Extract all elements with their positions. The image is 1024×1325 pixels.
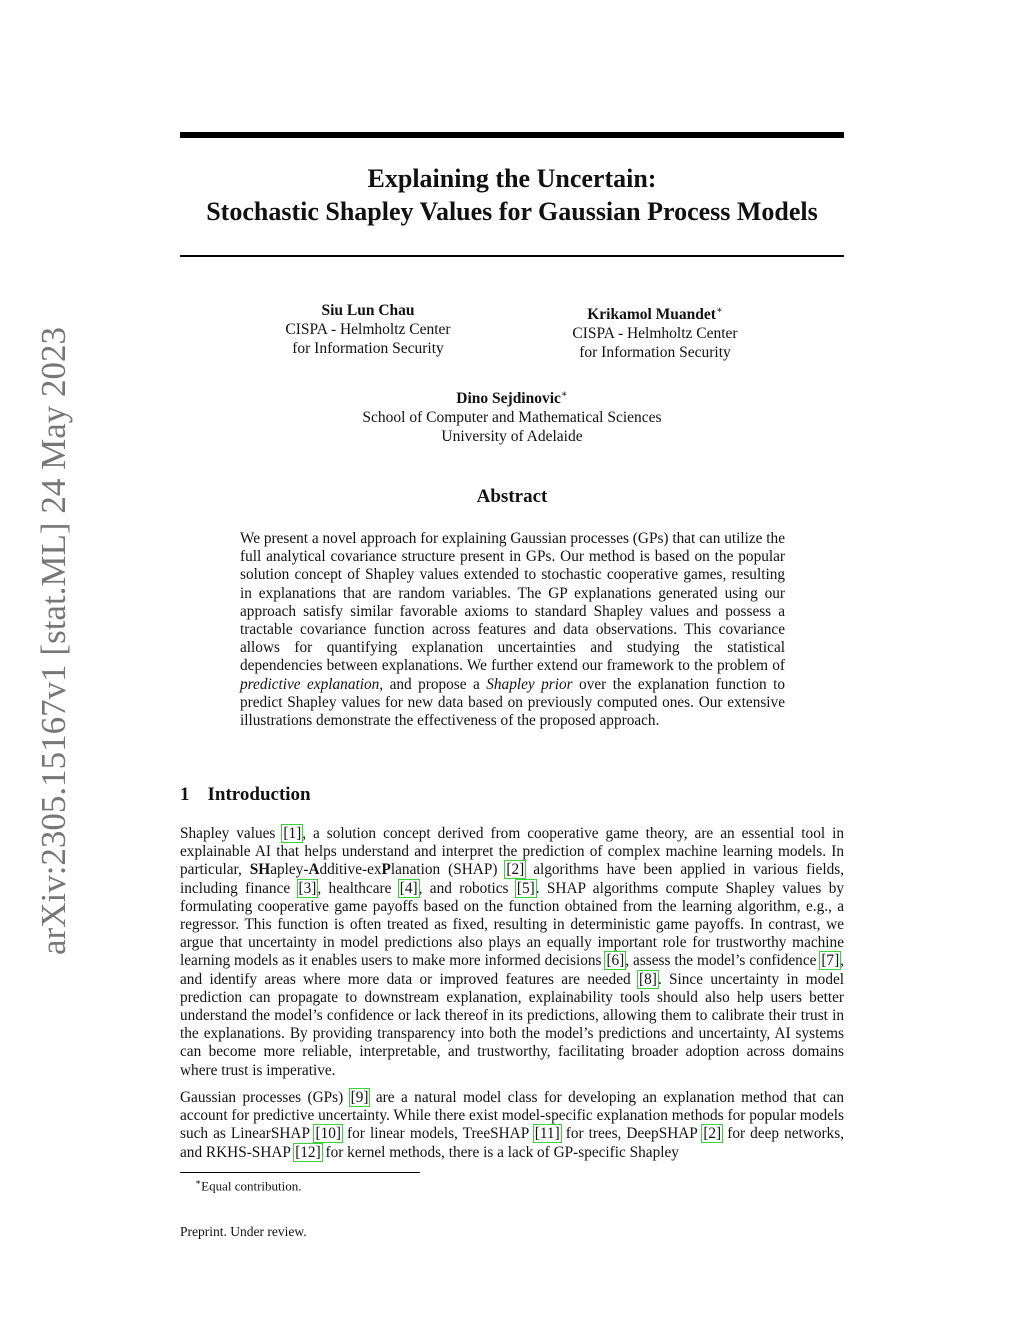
preprint-note: Preprint. Under review. [180, 1224, 307, 1239]
abstract-text-part: over the explanation function to predict Shapley values for new data based on previously computed ones. Our extensive illustrations demonstrate the effectiveness of the proposed approach. [240, 675, 785, 730]
abstract-heading: Abstract [476, 486, 548, 507]
title-top-rule [180, 132, 844, 138]
footnote-rule [180, 1172, 420, 1173]
author-block-2 [554, 301, 756, 362]
section-heading-introduction [180, 784, 311, 806]
citation-link[interactable]: [2] [703, 1125, 722, 1143]
equal-contribution-mark: ∗ [715, 305, 723, 316]
footnote-text: Equal contribution. [201, 1178, 302, 1194]
abstract-emphasis: predictive explanation [240, 675, 380, 693]
citation-link[interactable]: [5] [516, 879, 535, 897]
title-bottom-rule [180, 255, 844, 257]
citation-link[interactable]: [3] [298, 879, 317, 897]
author-name: Siu Lun Chau [321, 302, 415, 319]
citation-link[interactable]: [12] [295, 1143, 321, 1161]
author-block-3 [312, 385, 712, 446]
abstract-text-part: , and propose a [379, 675, 487, 693]
author-affiliation-line-1: CISPA - Helmholtz Center [285, 321, 451, 338]
section-title: Introduction [207, 784, 311, 805]
abstract-emphasis: Shapley prior [486, 675, 573, 693]
citation-link[interactable]: [4] [399, 879, 418, 897]
citation-link[interactable]: [11] [534, 1125, 560, 1143]
citation-link[interactable]: [7] [821, 952, 840, 970]
author-affiliation-line-2: University of Adelaide [441, 428, 583, 446]
paper-title [180, 162, 844, 228]
arxiv-identifier-stamp: arXiv:2305.15167v1 [stat.ML] 24 May 2023 [34, 327, 73, 955]
abstract-body [240, 530, 785, 730]
author-name: Dino Sejdinovic [456, 390, 561, 408]
citation-link[interactable]: [2] [506, 861, 525, 879]
citation-link[interactable]: [6] [606, 952, 625, 970]
citation-link[interactable]: [9] [350, 1089, 369, 1106]
footnote-mark: ∗ [195, 1177, 202, 1187]
author-affiliation-line-1: School of Computer and Mathematical Sciences [362, 409, 662, 427]
citation-link[interactable]: [1] [283, 825, 302, 842]
introduction-paragraph-1: Shapley values [1], a solution concept derived from cooperative game theory, are an essential tool in explainable AI that helps understand and interpret the prediction of complex machine learning models. In particular, SHapley-Additive-exPlanation (SHAP) [2] algorithms have been applied in various fields, including finance [3], healthcare [4], and robotics [5]. SHAP algorithms compute Shapley values by formulating cooperative game payoffs based on the function obtained from the learning algorithm, e.g., a regressor. This function is often treated as fixed, resulting in deterministic game payoffs. In contrast, we argue that uncertainty in model predictions also plays an equally important role for trustworthy machine learning models as it enables users to make more informed decisions [6], assess the model’s confidence [7], and identify areas where more data or improved features are needed [8]. Since uncertainty in model prediction can propagate to downstream explanation, explainability tools should also help users better understand the model’s confidence or lack thereof in its predictions, allowing them to calibrate their trust in the explanations. By providing transparency into both the model’s predictions and uncertainty, AI systems can become more reliable, interpretable, and trustworthy, facilitating broader adoption across domains where trust is imperative. [180, 825, 845, 1079]
title-line-1: Explaining the Uncertain: [367, 164, 657, 193]
citation-link[interactable]: [10] [315, 1125, 341, 1143]
introduction-paragraph-2: Gaussian processes (GPs) [9] are a natural model class for developing an explanation method that can account for predictive uncertainty. While there exist model-specific explanation methods for popular models such as LinearSHAP [10] for linear models, TreeSHAP [11] for trees, DeepSHAP [2] for deep networks, and RKHS-SHAP [12] for kernel methods, there is a lack of GP-specific Shapley [180, 1089, 844, 1161]
author-name: Krikamol Muandet [587, 306, 716, 324]
title-line-2: Stochastic Shapley Values for Gaussian Process Models [206, 197, 818, 226]
abstract-text-part: We present a novel approach for explaining Gaussian processes (GPs) that can utilize the full analytical covariance structure present in GPs. Our method is based on the popular solution concept of Shapley values extended to stochastic cooperative games, resulting in explanations that are random variables. The GP explanations generated using our approach satisfy similar favorable axioms to standard Shapley values and possess a tractable covariance function across features and data observations. This covariance allows for quantifying explanation uncertainties and studying the statistical dependencies between explanations. We further extend our framework to the problem of [240, 530, 785, 675]
equal-contribution-mark: ∗ [560, 389, 568, 400]
section-number: 1 [180, 784, 190, 805]
author-affiliation-line-2: for Information Security [292, 340, 444, 357]
citation-link[interactable]: [8] [639, 970, 657, 988]
author-affiliation-line-1: CISPA - Helmholtz Center [572, 325, 738, 343]
author-affiliation-line-2: for Information Security [579, 344, 731, 362]
author-block-1 [268, 301, 468, 358]
footnote [195, 1177, 302, 1194]
